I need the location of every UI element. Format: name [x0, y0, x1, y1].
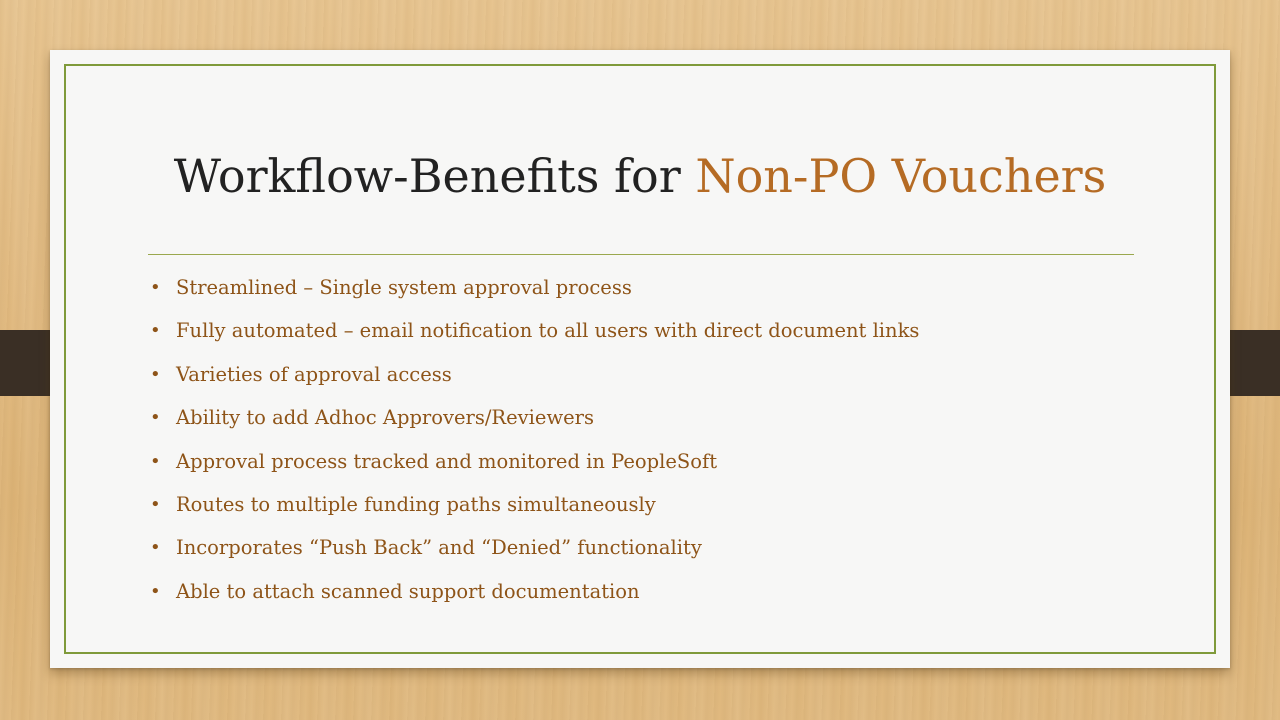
bullet-icon: •	[150, 537, 161, 559]
bullet-icon: •	[150, 580, 161, 602]
list-item-text: Routes to multiple funding paths simultaneously	[176, 492, 656, 516]
list-item-text: Ability to add Adhoc Approvers/Reviewers	[176, 406, 595, 430]
list-item	[150, 356, 919, 399]
list-item	[150, 399, 919, 442]
list-item-text: Incorporates “Push Back” and “Denied” functionality	[176, 536, 702, 560]
bullet-icon: •	[150, 450, 161, 472]
bullet-icon: •	[150, 277, 161, 298]
list-item-text: Fully automated – email notification to all users with direct document links	[176, 319, 920, 343]
list-item-text: Varieties of approval access	[176, 362, 452, 386]
list-item	[150, 312, 919, 355]
list-item-text: Able to attach scanned support documentation	[176, 579, 640, 603]
list-item-text: Approval process tracked and monitored in PeopleSoft	[176, 449, 718, 473]
bullet-icon: •	[150, 320, 161, 342]
slide-title	[50, 148, 1230, 204]
list-item-text: Streamlined – Single system approval process	[176, 276, 632, 299]
title-divider	[148, 254, 1134, 255]
list-item	[150, 529, 919, 572]
slide-title-main: Workflow-Benefits for	[173, 149, 696, 203]
bullet-icon: •	[150, 493, 161, 515]
bullet-icon: •	[150, 363, 161, 385]
list-item	[150, 269, 919, 312]
list-item	[150, 443, 919, 486]
bullet-icon: •	[150, 407, 161, 429]
slide-card	[50, 50, 1230, 668]
list-item	[150, 486, 919, 529]
list-item	[150, 573, 919, 616]
bullet-list	[150, 269, 919, 616]
slide-title-accent: Non-PO Vouchers	[695, 149, 1107, 203]
